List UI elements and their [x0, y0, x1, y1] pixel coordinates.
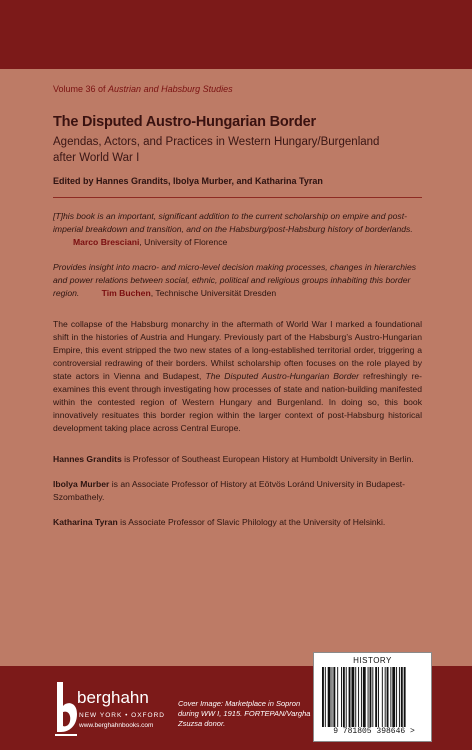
berghahn-b-mark-icon: [53, 680, 79, 738]
endorsement-1: [53, 210, 422, 249]
series-prefix: Volume 36 of: [53, 84, 109, 94]
barcode-panel: [313, 652, 432, 742]
book-title: The Disputed Austro-Hungarian Border: [53, 114, 316, 130]
description-part-1: The collapse of the Habsburg monarchy in the aftermath of World War I marked a foundational shift in the histories of Austria and Hungary. Previously part of the Habsburg’s Austro-Hungarian Empire, this event stripped the two new states of a long-established territorial order, triggering a controversial redrawing of their borders. Whilst scholarship often focuses on the role played by state actors in Vienna and Budapest,: [53, 319, 422, 381]
editor-bio-text: is an Associate Professor of History at Eötvös Loránd University in Budapest-Szombathely.: [53, 479, 406, 502]
publisher-places: NEW YORK • OXFORD: [79, 712, 165, 719]
subtitle-line-2: after World War I: [53, 152, 140, 164]
endorser-name: Marco Bresciani: [73, 237, 140, 247]
series-name: Austrian and Habsburg Studies: [108, 84, 233, 94]
editor-name: Ibolya Murber: [53, 479, 110, 489]
series-line: [53, 84, 422, 94]
top-color-band: [0, 0, 472, 69]
book-description: [53, 318, 422, 435]
cover-image-credit: Cover Image: Marketplace in Sopron during WW I, 1915. FORTEPAN/Vargha Zsuzsa donor.: [178, 699, 311, 728]
publisher-name: berghahn: [77, 688, 149, 707]
endorser-name: Tim Buchen: [101, 288, 151, 298]
endorser-affiliation: , Technische Universität Dresden: [150, 288, 277, 298]
editor-bio: [53, 453, 422, 466]
endorser-affiliation: , University of Florence: [139, 237, 228, 247]
editor-bio-text: is Associate Professor of Slavic Philology at the University of Helsinki.: [117, 517, 386, 527]
subject-category: HISTORY: [353, 656, 392, 665]
endorsement-quote: Provides insight into macro- and micro-level decision making processes, changes in hierarchies and power relations between social, ethnic, political and religious groups inhabiting this border region.: [53, 262, 417, 298]
editors-line: Edited by Hannes Grandits, Ibolya Murber, and Katharina Tyran: [53, 176, 323, 186]
publisher-logo: [53, 680, 193, 740]
back-cover-content: [53, 69, 422, 529]
editor-bio: [53, 516, 422, 529]
editor-name: Hannes Grandits: [53, 454, 122, 464]
editor-bio-text: is Professor of Southeast European History at Humboldt University in Berlin.: [121, 454, 414, 464]
isbn-number: 9 781805 398646 >: [333, 727, 415, 736]
subtitle-line-1: Agendas, Actors, and Practices in Western Hungary/Burgenland: [53, 136, 380, 148]
isbn-barcode-icon: [322, 667, 426, 727]
publisher-url: www.berghahnbooks.com: [79, 722, 154, 729]
editor-bio: [53, 478, 422, 504]
editor-name: Katharina Tyran: [53, 517, 118, 527]
endorsement-quote: [T]his book is an important, significant addition to the current scholarship on empire and post-imperial breakdown and transition, and on the Habsburg/post-Habsburg history of borderlands.: [53, 211, 413, 234]
divider-rule: [53, 197, 422, 198]
book-subtitle: [53, 134, 422, 166]
description-part-2: refreshingly re-examines this event through investigating how processes of state and nation-building manifested within the contested region of Western Hungary and Burgenland. In doing so, this book innovatively resituates this border region within the larger context of post-Habsburg historical development taking place across Central Europe.: [53, 371, 422, 433]
description-book-title: The Disputed Austro-Hungarian Border: [205, 371, 360, 381]
endorsement-2: [53, 261, 422, 300]
